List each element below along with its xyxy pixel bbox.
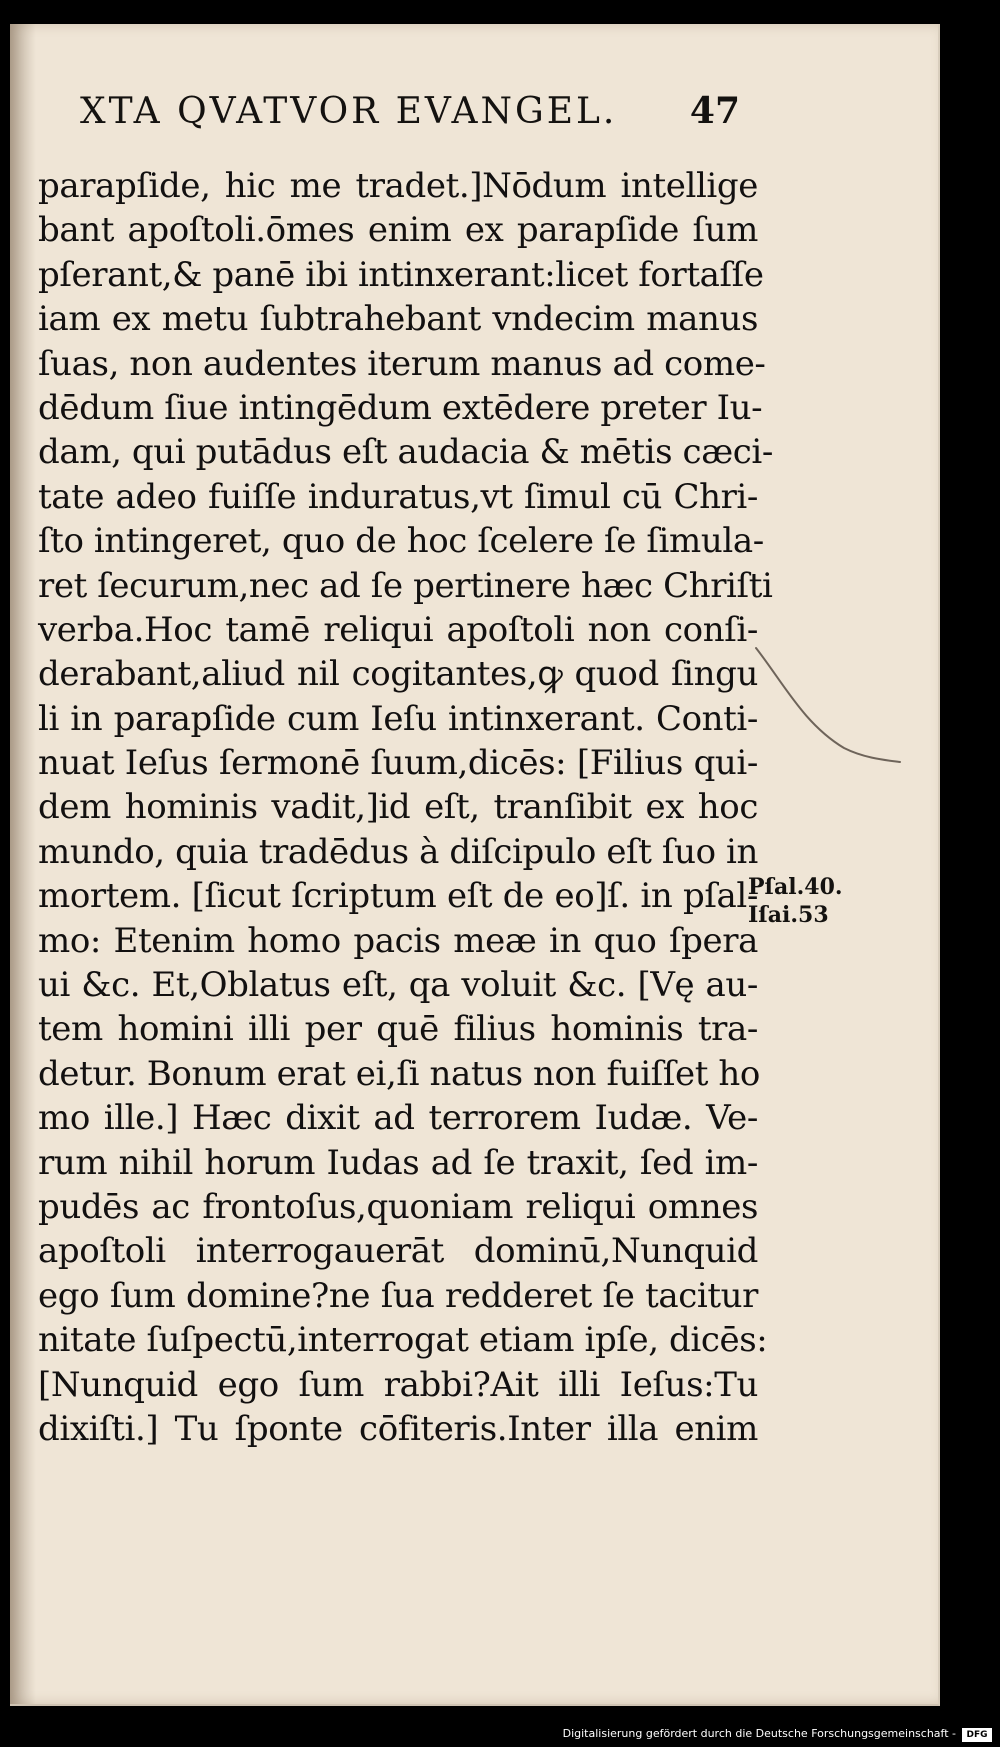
text-line: pſerant,& panē ibi intinxerant:licet fortaſſe: [38, 254, 764, 295]
text-line: ui &c. Et,Oblatus eſt, qa voluit &c. [Vę au-: [38, 965, 758, 1006]
text-line: [Nunquid ego ſum rabbi?Ait illi Ieſus:Tu: [38, 1364, 758, 1405]
text-line: nuat Ieſus ſermonē ſuum,dicēs: [Filius qui-: [38, 743, 758, 784]
gutter-shadow: [10, 24, 36, 1704]
text-line: ret ſecurum,nec ad ſe pertinere hæc Chriſti: [38, 565, 773, 606]
text-line: mo ille.] Hæc dixit ad terrorem Iudæ. Ve-: [38, 1098, 758, 1139]
text-line: pudēs ac frontoſus,quoniam reliqui omnes: [38, 1186, 758, 1227]
text-line: bant apoſtoli.ōmes enim ex parapſide ſum: [38, 210, 758, 251]
text-line: dem hominis vadit,]id eſt, tranſibit ex hoc: [38, 787, 758, 828]
pencil-mark: [754, 644, 904, 764]
book-page: [10, 24, 940, 1706]
folio-number: 47: [689, 90, 740, 132]
text-line: parapſide, hic me tradet.]Nōdum intellige: [38, 166, 758, 206]
text-line: mo: Etenim homo pacis meæ in quo ſpera: [38, 920, 758, 961]
text-line: dixiſti.] Tu ſponte cōfiteris.Inter illa enim: [38, 1408, 758, 1449]
text-line: tem homini illi per quē filius hominis tra-: [38, 1009, 758, 1050]
text-line: verba.Hoc tamē reliqui apoſtoli non conſi-: [38, 609, 758, 650]
digitization-credit: Digitalisierung gefördert durch die Deutsche Forschungsgemeinschaft -: [562, 1727, 956, 1740]
text-line: detur. Bonum erat ei,ſi natus non fuiſſet ho: [38, 1053, 760, 1094]
text-line: nitate ſuſpectū,interrogat etiam ipſe, dicēs:: [38, 1320, 768, 1361]
text-line: li in parapſide cum Ieſu intinxerant. Conti-: [38, 698, 758, 739]
text-line: iam ex metu ſubtrahebant vndecim manus: [38, 299, 758, 340]
footer-bar: [0, 1715, 1000, 1747]
margin-note-isaiah: Iſai.53: [748, 902, 829, 928]
margin-note-psalm: Pſal.40.: [748, 874, 843, 900]
running-header: [80, 90, 740, 132]
text-line: ego ſum domine?ne ſua redderet ſe tacitur: [38, 1275, 758, 1316]
running-title: XTA QVATVOR EVANGEL.: [80, 91, 618, 132]
text-line: apoſtoli interrogauerāt dominū,Nunquid: [38, 1231, 758, 1272]
text-line: mundo, quia tradēdus à diſcipulo eſt ſuo in: [38, 831, 759, 872]
text-line: ſuas, non audentes iterum manus ad come-: [38, 343, 766, 384]
text-line: dēdum ſiue intingēdum extēdere preter Iu-: [38, 387, 763, 428]
text-line: ſto intingeret, quo de hoc ſcelere ſe ſimula-: [38, 521, 764, 562]
text-line: mortem. [ſicut ſcriptum eſt de eo]ſ. in pſal-: [38, 876, 758, 917]
dfg-logo: DFG: [962, 1728, 992, 1742]
text-line: tate adeo fuiſſe induratus,vt ſimul cū Chri-: [38, 476, 758, 517]
text-block: [38, 164, 773, 1451]
text-line: rum nihil horum Iudas ad ſe traxit, ſed im-: [38, 1142, 758, 1183]
text-line: dam, qui putādus eſt audacia & mētis cæci-: [38, 432, 773, 473]
text-line: derabant,aliud nil cogitantes,ꝙ quod ſingu: [38, 654, 758, 695]
